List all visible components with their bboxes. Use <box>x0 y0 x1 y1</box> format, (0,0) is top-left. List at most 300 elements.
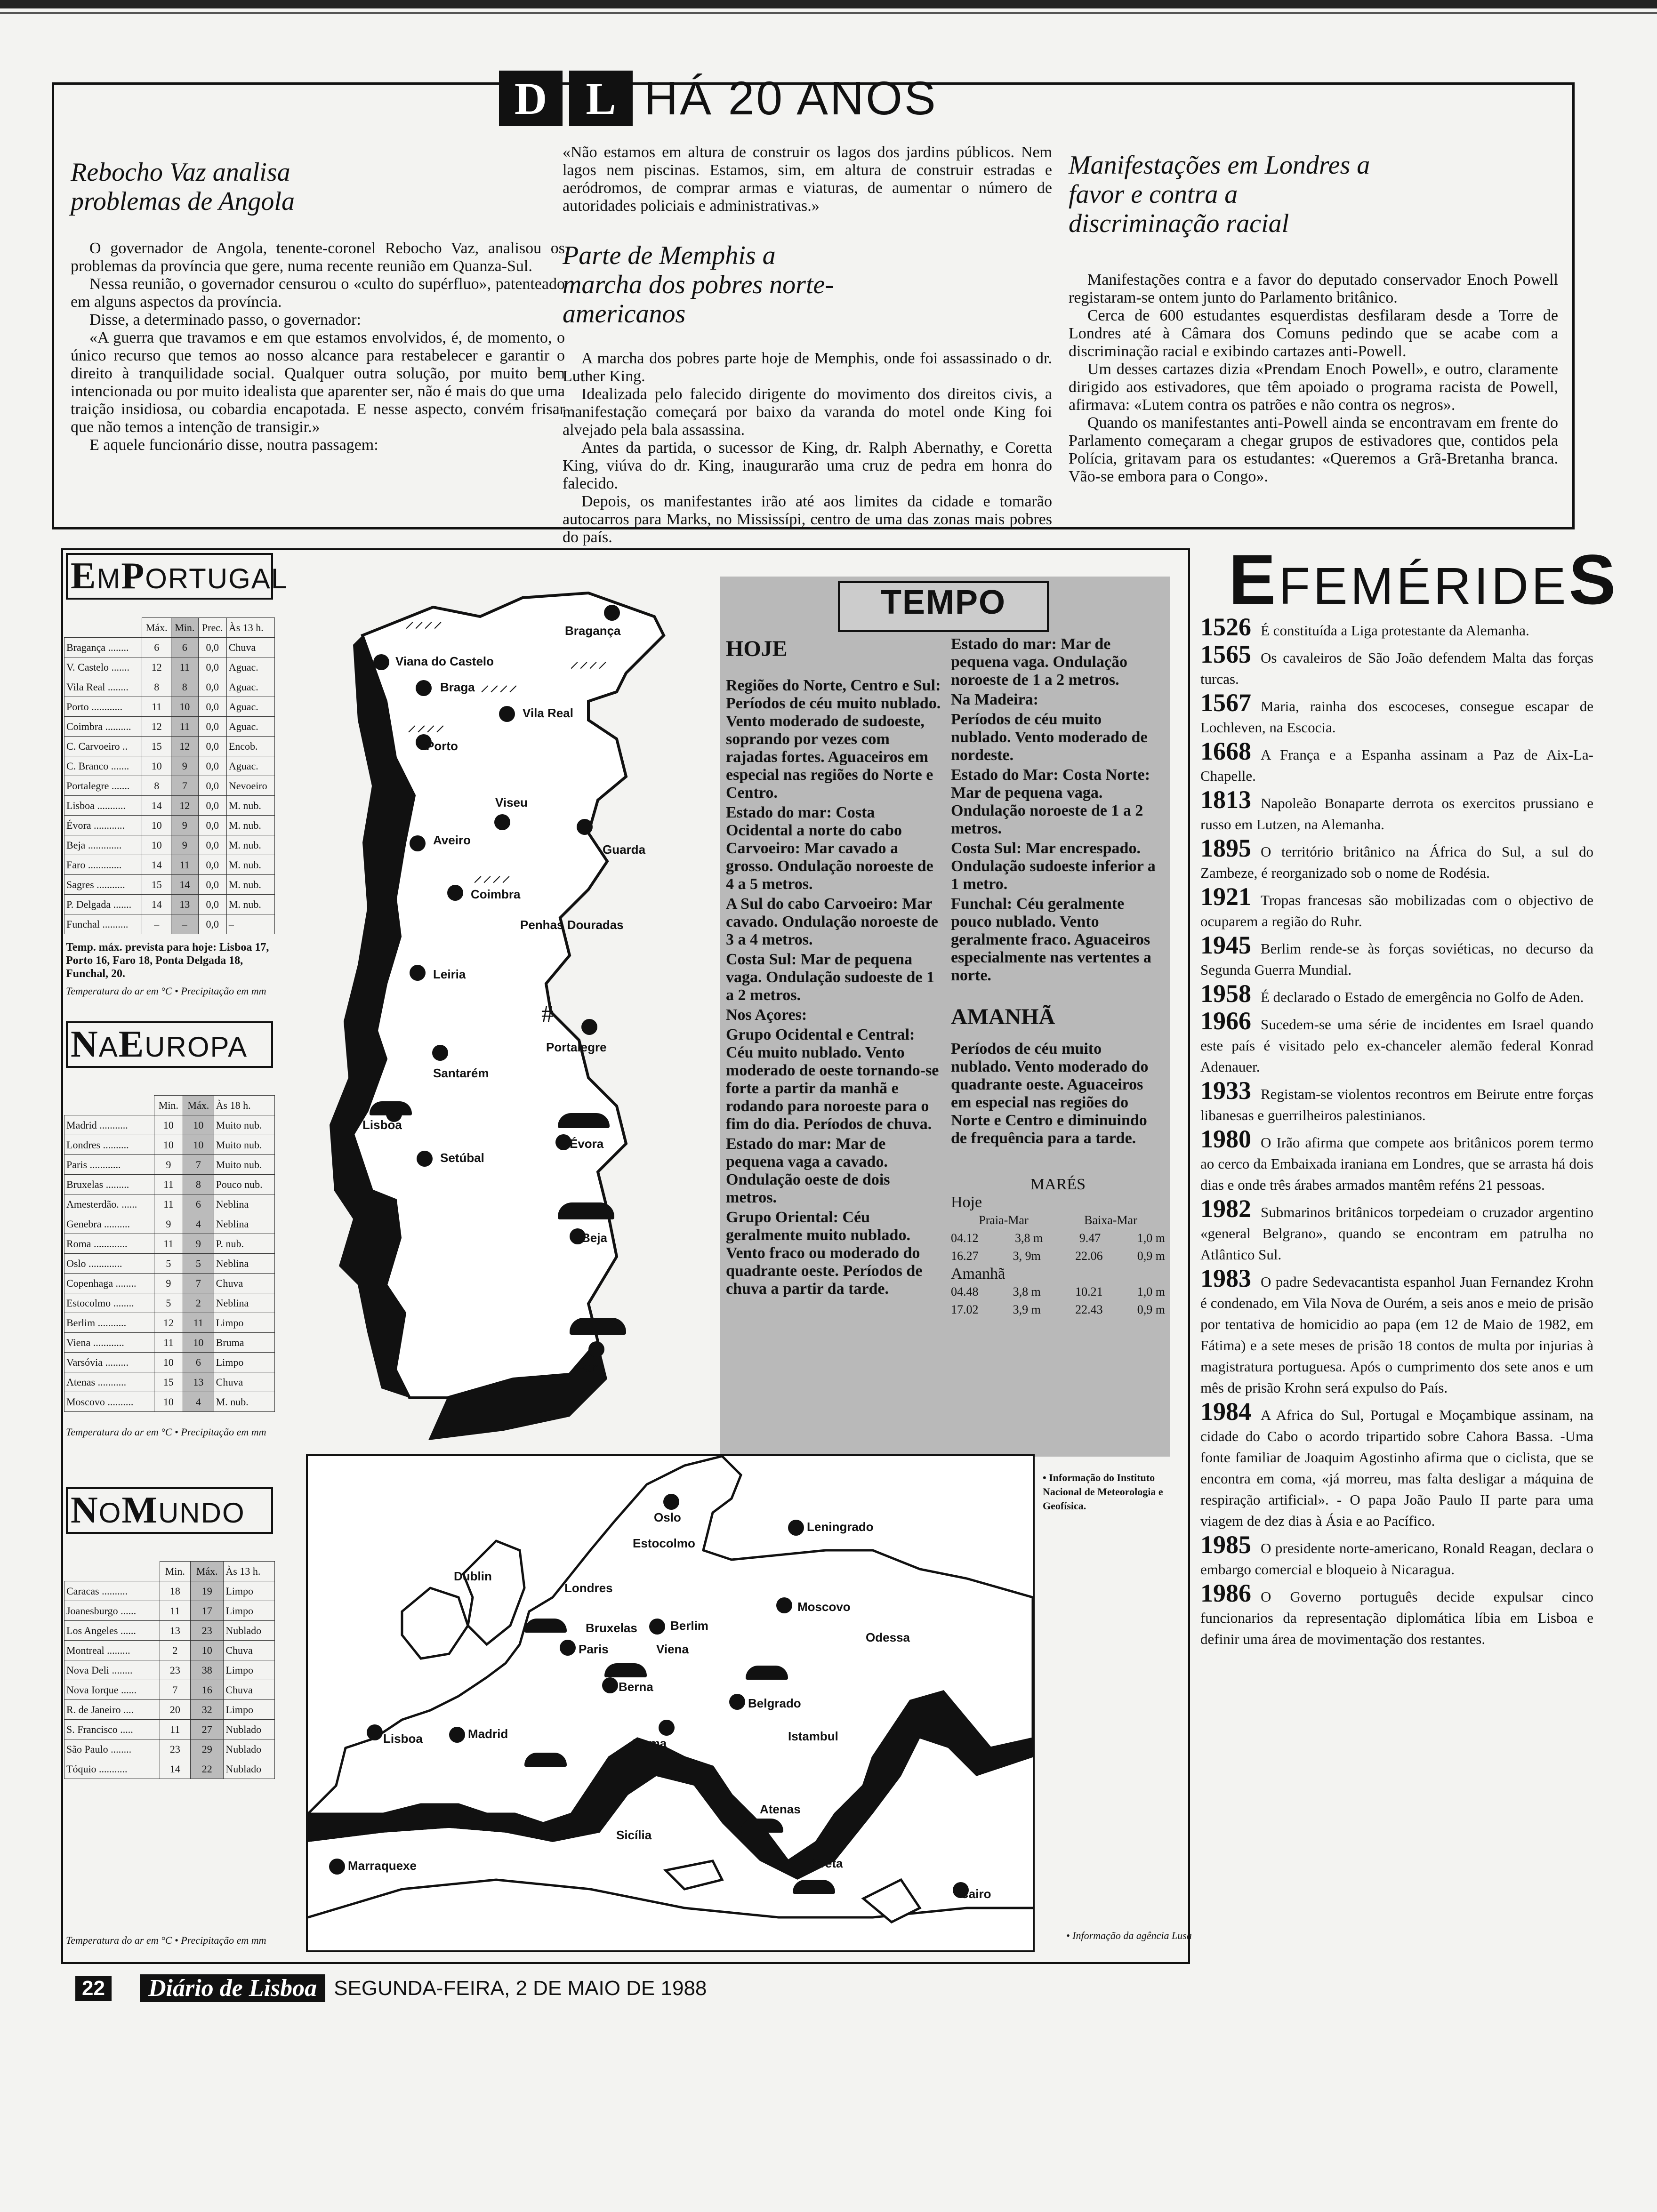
table-cell: 9 <box>154 1214 183 1234</box>
paragraph: Cerca de 600 estudantes esquerdistas desfilaram desde a Torre de Londres até à Câmara dos Comuns pedindo que se acabe com a discriminação racial e exibindo cartazes anti-Powell. <box>1069 307 1558 360</box>
table-cell: 0,0 <box>198 677 226 697</box>
paragraph: A Sul do cabo Carvoeiro: Mar cavado. Ondulação noroeste de 3 a 4 metros. <box>726 895 938 948</box>
table-cell: 0,0 <box>198 737 226 756</box>
table-cell: 9 <box>154 1155 183 1175</box>
efemeride-item <box>1200 785 1593 835</box>
table-cell: 14 <box>142 855 171 875</box>
city-dot <box>581 1019 597 1035</box>
city-label: Odessa <box>866 1630 910 1644</box>
portugal-table <box>64 617 275 934</box>
city-label: Lisboa <box>383 1731 423 1746</box>
cloud-icon <box>524 1619 567 1633</box>
paragraph: Na Madeira: <box>951 691 1039 708</box>
table-cell: 13 <box>171 895 199 914</box>
table-cell: 6 <box>142 638 171 657</box>
city-label: Istambul <box>788 1729 838 1743</box>
table-cell: Nova Iorque ...... <box>64 1680 160 1700</box>
europa-rows <box>64 1115 275 1412</box>
paragraph: Funchal: Céu geralmente pouco nublado. Vento geralmente fraco. Aguaceiros especialmente nas vertentes a norte. <box>951 895 1151 984</box>
table-row <box>64 1372 275 1392</box>
britain-island <box>463 1541 524 1644</box>
paragraph: Períodos de céu muito nublado. Vento moderado de nordeste. <box>951 711 1148 764</box>
table-cell: 11 <box>154 1175 183 1194</box>
city-label: Lisboa <box>362 1118 402 1132</box>
table-cell: 9 <box>154 1274 183 1293</box>
city-label: Santarém <box>433 1066 489 1080</box>
cloud-icon <box>370 1101 412 1115</box>
city-label: Vila Real <box>523 706 573 720</box>
table-cell: 10 <box>154 1353 183 1372</box>
city-label: Roma <box>633 1736 667 1750</box>
table-cell: 9 <box>171 835 199 855</box>
city-label: Madrid <box>468 1727 508 1741</box>
table-row <box>64 737 275 756</box>
table-cell: Moscovo .......... <box>64 1392 154 1412</box>
efemeride-text: O padre Sedevacantista espanhol Juan Fernandez Krohn é condenado, em Vila Nova de Ourém, a seis anos e meio de prisão por tentativa de homicidio ao papa (em 12 de Maio de 1982, em Fátima) e a sete meses de prisão 18 contos de multa por injurias à magistratura portuguesa. Após o cumprimento dos sete anos e um mês de prisão Krohn será expulso do País. <box>1200 1274 1593 1396</box>
city-label: Penhas Douradas <box>520 918 624 932</box>
table-row <box>64 1115 275 1135</box>
city-label: Berlim <box>670 1619 708 1633</box>
efemeride-text: A Africa do Sul, Portugal e Moçambique assinam, na cidade do Cabo o acordo tripartido sobre Cahora Bassa. -Uma fonte familiar de Joaquim Agostinho afirma que o ciclista, que se encontra em coma, «já morreu, mas falta desligar a máquina de respiração artificial». - O papa João Paulo II parte para uma viagem de dez dias à Ásia e ao Pacífico. <box>1200 1407 1593 1529</box>
top-rule <box>0 0 1657 8</box>
table-row <box>64 1581 275 1601</box>
table-cell: 4 <box>183 1214 214 1234</box>
table-cell: Chuva <box>214 1274 274 1293</box>
paragraph: Manifestações contra e a favor do deputado conservador Enoch Powell registaram-se ontem junto do Parlamento britânico. <box>1069 271 1558 306</box>
paragraph: Períodos de céu muito nublado. Vento moderado do quadrante oeste. Aguaceiros em especial nas regiões do Norte e Centro e diminuindo de frequência para a tarde. <box>951 1040 1149 1147</box>
tide-time: 22.06 <box>1075 1249 1103 1263</box>
table-cell: 5 <box>154 1254 183 1274</box>
table-cell: Muito nub. <box>214 1155 274 1175</box>
page-footer <box>75 1974 707 2002</box>
table-cell: Aguac. <box>226 697 274 717</box>
table-cell: Roma ............. <box>64 1234 154 1254</box>
paragraph: Idealizada pelo falecido dirigente do movimento dos direitos civis, a manifestação começará por baixo da varanda do motel onde King foi alvejado pela bala assassina. <box>563 385 1052 439</box>
table-cell: 10 <box>183 1135 214 1155</box>
table-row <box>64 1313 275 1333</box>
efemeride-year: 1921 <box>1200 882 1251 911</box>
table-cell: 5 <box>183 1254 214 1274</box>
header-cell <box>64 1562 160 1581</box>
table-cell: V. Castelo ....... <box>64 657 142 677</box>
table-cell: Oslo ............. <box>64 1254 154 1274</box>
efemeride-text: O território britânico na África do Sul, a sul do Zambeze, é reorganizado sob o nome de Rodésia. <box>1200 843 1593 881</box>
na-europa-title <box>66 1021 273 1068</box>
title-letter: E <box>118 1024 145 1065</box>
table-header <box>64 1562 275 1581</box>
paragraph: Um desses cartazes dizia «Prendam Enoch Powell», e outro, claramente dirigido aos estivadores, que têm apoiado o programa racista de Powell, afirmava: «Lutem contra os patrões e não contra os negros». <box>1069 361 1558 414</box>
table-cell: 12 <box>142 657 171 677</box>
table-header <box>64 618 275 638</box>
efemeride-text: Submarinos britânicos torpedeiam o cruzador argentino «general Belgrano», quando se encontram em patrulha no Atlântico Sul. <box>1200 1204 1593 1263</box>
header-cell <box>64 1096 154 1115</box>
units-note: Temperatura do ar em °C • Precipitação em mm <box>66 1934 266 1946</box>
table-cell: 23 <box>160 1739 191 1759</box>
table-row <box>64 1641 275 1660</box>
table-cell: 0,0 <box>198 855 226 875</box>
table-row <box>64 1353 275 1372</box>
city-dot <box>449 1727 465 1743</box>
efemeride-text: Registam-se violentos recontros em Beirute entre forças libanesas e guerrilheiros palestinianos. <box>1200 1086 1593 1123</box>
table-cell: 9 <box>171 756 199 776</box>
rain-icon: ⸝⸝⸝⸝ <box>570 650 607 672</box>
europe-map-shape <box>308 1456 1033 1950</box>
table-cell: – <box>142 914 171 934</box>
table-cell: 6 <box>183 1353 214 1372</box>
fog-icon: # <box>541 1001 554 1027</box>
table-cell: 38 <box>191 1660 224 1680</box>
title-text: ORTUGAL <box>145 563 288 594</box>
table-cell: 9 <box>183 1234 214 1254</box>
city-label: Viena <box>656 1642 689 1656</box>
table-cell: Aguac. <box>226 677 274 697</box>
table-row <box>64 1214 275 1234</box>
table-cell: 0,0 <box>198 756 226 776</box>
cloud-icon <box>746 1666 788 1680</box>
efemeride-item <box>1200 1007 1593 1077</box>
article-headline: Rebocho Vaz analisa problemas de Angola <box>71 158 295 216</box>
tide-height: 3, 9m <box>1013 1249 1041 1263</box>
table-cell: R. de Janeiro .... <box>64 1700 160 1720</box>
table-cell: 12 <box>142 717 171 737</box>
mares-row <box>951 1301 1165 1319</box>
baixa-mar-label: Baixa-Mar <box>1084 1213 1137 1227</box>
table-cell: Nublado <box>224 1759 275 1779</box>
table-cell: 10 <box>191 1641 224 1660</box>
cloud-icon <box>558 1113 610 1128</box>
title-text: FEMÉRIDE <box>1279 557 1569 615</box>
table-cell: 15 <box>142 875 171 895</box>
efemeride-text: É declarado o Estado de emergência no Golfo de Aden. <box>1261 989 1584 1005</box>
efemeride-text: Os cavaleiros de São João defendem Malta das forças turcas. <box>1200 649 1593 687</box>
city-dot <box>410 835 426 851</box>
table-cell: Aguac. <box>226 756 274 776</box>
article-body <box>71 240 565 454</box>
table-cell: Copenhaga ........ <box>64 1274 154 1293</box>
table-cell: – <box>171 914 199 934</box>
title-text: UROPA <box>145 1031 248 1063</box>
paragraph: A marcha dos pobres parte hoje de Memphis, onde foi assassinado o dr. Luther King. <box>563 350 1052 385</box>
table-cell: 10 <box>154 1115 183 1135</box>
rain-icon: ⸝⸝⸝⸝ <box>473 865 511 886</box>
city-label: Bragança <box>565 624 621 638</box>
header-cell: Máx. <box>191 1562 224 1581</box>
table-row <box>64 1720 275 1739</box>
city-dot <box>410 965 426 981</box>
table-cell: Viena ............ <box>64 1333 154 1353</box>
table-row <box>64 1759 275 1779</box>
city-label: Leningrado <box>807 1520 874 1534</box>
table-cell: Bragança ........ <box>64 638 142 657</box>
cloud-icon <box>524 1753 567 1767</box>
table-cell: 18 <box>160 1581 191 1601</box>
efemerides-list <box>1200 613 1593 1652</box>
city-dot <box>663 1494 679 1510</box>
table-row <box>64 1254 275 1274</box>
efemeride-year: 1983 <box>1200 1264 1251 1292</box>
rain-icon: ⸝⸝⸝⸝ <box>407 714 445 735</box>
efemeride-text: O Irão afirma que compete aos britânicos porem termo ao cerco da Embaixada iraniana em Londres, que se arrasta há dois dias e onde três árabes armados mantêm reféns 21 pessoas. <box>1200 1134 1593 1193</box>
table-cell: Beja ............. <box>64 835 142 855</box>
table-cell: Estocolmo ........ <box>64 1293 154 1313</box>
table-cell: Montreal ......... <box>64 1641 160 1660</box>
title-text: UNDO <box>158 1497 245 1529</box>
table-cell: 0,0 <box>198 638 226 657</box>
table-cell: Paris ............ <box>64 1155 154 1175</box>
tempo-hoje-column <box>726 636 942 1300</box>
efemeride-item <box>1200 1579 1593 1650</box>
efemeride-item <box>1200 1076 1593 1126</box>
amanha-label: AMANHÃ <box>951 1004 1055 1029</box>
tide-height: 3,9 m <box>1013 1303 1041 1316</box>
efemeride-text: A França e a Espanha assinam a Paz de Aix-La-Chapelle. <box>1200 746 1593 784</box>
table-cell: M. nub. <box>226 816 274 835</box>
table-row <box>64 1135 275 1155</box>
table-cell: 6 <box>171 638 199 657</box>
table-cell: 7 <box>183 1274 214 1293</box>
table-cell: Bruxelas ......... <box>64 1175 154 1194</box>
table-row <box>64 1274 275 1293</box>
city-label: Sicília <box>616 1828 652 1842</box>
paragraph: Regiões do Norte, Centro e Sul: Períodos de céu muito nublado. Vento moderado de sudoeste, soprando por vezes com rajadas fortes. Aguaceiros em especial nas regiões do Norte e Centro. <box>726 677 941 801</box>
table-cell: M. nub. <box>226 796 274 816</box>
table-cell: 11 <box>154 1333 183 1353</box>
city-dot <box>499 706 515 722</box>
efemeride-year: 1567 <box>1200 689 1251 717</box>
table-cell: Faro ............. <box>64 855 142 875</box>
table-cell: 10 <box>154 1392 183 1412</box>
page-number: 22 <box>75 1976 112 2001</box>
europe-map-source: • Informação da agência Lusa <box>1066 1930 1192 1941</box>
efemeride-year: 1565 <box>1200 640 1251 668</box>
table-cell: 23 <box>191 1621 224 1641</box>
mares-amanha-label: Amanhã <box>951 1265 1005 1282</box>
rain-icon: ⸝⸝⸝⸝ <box>480 674 518 695</box>
table-cell: 10 <box>183 1115 214 1135</box>
table-cell: 9 <box>171 816 199 835</box>
table-row <box>64 855 275 875</box>
table-cell: Chuva <box>224 1641 275 1660</box>
city-dot <box>329 1859 345 1875</box>
efemeride-item <box>1200 834 1593 883</box>
table-cell: 8 <box>171 677 199 697</box>
table-cell: 4 <box>183 1392 214 1412</box>
table-row <box>64 1392 275 1412</box>
hoje-label: HOJE <box>726 636 788 661</box>
table-row <box>64 1194 275 1214</box>
city-dot <box>588 1341 604 1357</box>
paragraph: «A guerra que travamos e em que estamos envolvidos, é, de momento, o único recurso que temos ao nosso alcance para restabelecer e garantir o direito à tranquilidade social. Qualquer outra solução, por muito bem intencionada ou por muito idealista que aparenter ser, não é mais do que uma traição insidiosa, ou cobardia encapotada. E nesse aspecto, convém frisar que não temos a intenção de transigir.» <box>71 329 565 436</box>
table-cell: Varsóvia ......... <box>64 1353 154 1372</box>
city-dot <box>560 1640 576 1656</box>
city-label: Belgrado <box>748 1696 801 1710</box>
city-label: Oslo <box>654 1510 681 1524</box>
table-cell: 0,0 <box>198 895 226 914</box>
table-cell: P. nub. <box>214 1234 274 1254</box>
table-row <box>64 1293 275 1313</box>
table-row <box>64 697 275 717</box>
paragraph: Quando os manifestantes anti-Powell ainda se encontravam em frente do Parlamento começaram a chegar grupos de estivadores que, contidos pela Polícia, gritavam para os estudantes: «Queremos a Grã-Bretanha branca. Vão-se embora para o Congo». <box>1069 414 1558 485</box>
table-cell: Nova Deli ........ <box>64 1660 160 1680</box>
efemeride-year: 1526 <box>1200 613 1251 641</box>
table-cell: Limpo <box>224 1700 275 1720</box>
city-dot <box>432 1045 448 1061</box>
header-cell: Às 18 h. <box>214 1096 274 1115</box>
article-memphis <box>563 144 1052 546</box>
table-cell: 27 <box>191 1720 224 1739</box>
title-letter: P <box>121 555 145 597</box>
table-cell: 11 <box>160 1601 191 1621</box>
table-cell: 12 <box>171 737 199 756</box>
tide-time: 16.27 <box>951 1249 979 1263</box>
tempo-madeira-column <box>951 635 1165 1319</box>
table-row <box>64 895 275 914</box>
table-cell: Coimbra .......... <box>64 717 142 737</box>
table-cell: M. nub. <box>226 835 274 855</box>
efemeride-year: 1982 <box>1200 1194 1251 1223</box>
city-label: Beja <box>581 1231 607 1245</box>
table-row <box>64 816 275 835</box>
city-dot <box>373 654 389 670</box>
table-cell: 10 <box>142 835 171 855</box>
efemeride-year: 1933 <box>1200 1076 1251 1105</box>
table-cell: 14 <box>142 796 171 816</box>
table-cell: 2 <box>183 1293 214 1313</box>
efemeride-item <box>1200 613 1593 641</box>
table-row <box>64 717 275 737</box>
city-dot <box>776 1597 792 1613</box>
no-mundo-panel <box>66 1487 273 1947</box>
efemeride-item <box>1200 1397 1593 1531</box>
ha-20-anos-header <box>499 71 938 126</box>
table-cell: 14 <box>171 875 199 895</box>
table-cell: Sagres ........... <box>64 875 142 895</box>
paragraph: Costa Sul: Mar encrespado. Ondulação sudoeste inferior a 1 metro. <box>951 840 1156 893</box>
cloud-icon <box>558 1202 614 1219</box>
efemeride-item <box>1200 1194 1593 1265</box>
tide-height: 3,8 m <box>1015 1231 1043 1245</box>
ireland-island <box>402 1588 468 1659</box>
article-body <box>563 350 1052 546</box>
table-cell: 10 <box>154 1135 183 1155</box>
table-cell: 11 <box>154 1194 183 1214</box>
tempo-box <box>720 577 1170 1457</box>
cloud-icon <box>604 1663 647 1677</box>
table-row <box>64 914 275 934</box>
no-mundo-title <box>66 1487 273 1534</box>
city-label: Marraquexe <box>348 1859 417 1873</box>
table-row <box>64 756 275 776</box>
city-dot <box>447 885 463 901</box>
title-text: O <box>98 1497 122 1529</box>
city-label: Braga <box>440 680 475 694</box>
table-cell: Aguac. <box>226 657 274 677</box>
table-cell: M. nub. <box>226 875 274 895</box>
newspaper-name: Diário de Lisboa <box>140 1974 325 2002</box>
table-cell: 14 <box>160 1759 191 1779</box>
cloud-icon <box>793 1880 835 1894</box>
table-cell: Portalegre ....... <box>64 776 142 796</box>
table-cell: 0,0 <box>198 717 226 737</box>
table-cell: Aguac. <box>226 717 274 737</box>
city-dot <box>417 1151 433 1167</box>
header-cell: Máx. <box>183 1096 214 1115</box>
efemerides-title <box>1229 539 1619 620</box>
dl-logo-l: L <box>569 71 633 126</box>
table-row <box>64 677 275 697</box>
table-cell: Madrid ........... <box>64 1115 154 1135</box>
table-cell: 14 <box>142 895 171 914</box>
paragraph: Disse, a determinado passo, o governador: <box>89 311 361 329</box>
table-cell: Limpo <box>224 1601 275 1621</box>
title-letter: N <box>71 1024 99 1065</box>
table-cell: Muito nub. <box>214 1115 274 1135</box>
table-cell: 0,0 <box>198 796 226 816</box>
table-cell: 10 <box>142 816 171 835</box>
article-angola <box>71 158 565 454</box>
paragraph: Nessa reunião, o governador censurou o «culto do supérfluo», patenteado em alguns aspectos da província. <box>71 275 565 311</box>
city-label: Leiria <box>433 967 466 981</box>
table-row <box>64 875 275 895</box>
efemeride-text: O presidente norte-americano, Ronald Reagan, declara o embargo comercial e bloqueio à Nicaragua. <box>1200 1540 1593 1578</box>
table-cell: Los Angeles ...... <box>64 1621 160 1641</box>
efemeride-text: Sucedem-se uma série de incidentes em Israel quando este país é visitado pelo ex-chanceler alemão federal Konrad Adenauer. <box>1200 1016 1593 1075</box>
header-cell: Às 13 h. <box>224 1562 275 1581</box>
city-dot <box>416 680 432 696</box>
table-cell: 7 <box>171 776 199 796</box>
em-portugal-title <box>66 553 288 600</box>
table-cell: Funchal .......... <box>64 914 142 934</box>
efemeride-item <box>1200 737 1593 786</box>
table-cell: Chuva <box>214 1372 274 1392</box>
article-londres <box>1069 151 1558 486</box>
table-cell: 12 <box>154 1313 183 1333</box>
tempo-source: • Informação do Instituto Nacional de Meteorologia e Geofísica. <box>1043 1472 1163 1512</box>
table-cell: 12 <box>171 796 199 816</box>
mares-row <box>951 1283 1165 1301</box>
city-label: Porto <box>426 739 458 753</box>
efemeride-item <box>1200 882 1593 932</box>
table-cell: Encob. <box>226 737 274 756</box>
paragraph: Antes da partida, o sucessor de King, dr. Ralph Abernathy, e Coretta King, viúva do dr. King, inaugurarão uma cruz de pedra em honra do falecido. <box>563 439 1052 492</box>
tempo-title-box <box>838 581 1049 632</box>
article-headline: Parte de Memphis a marcha dos pobres norte-americanos <box>563 241 834 329</box>
paragraph: «Não estamos em altura de construir os lagos dos jardins públicos. Nem lagos nem piscinas. Estamos, sim, em altura de construir estradas e aeródromos, de comprar armas e viaturas, de aumentar o número de autoridades policiais e administrativas.» <box>563 144 1052 215</box>
city-label: Viseu <box>495 795 528 809</box>
table-row <box>64 1739 275 1759</box>
tide-height: 0,9 m <box>1137 1249 1165 1263</box>
table-cell: Nevoeiro <box>226 776 274 796</box>
table-cell: 0,0 <box>198 835 226 855</box>
title-text: A <box>98 1031 119 1063</box>
table-row <box>64 1680 275 1700</box>
efemeride-year: 1668 <box>1200 737 1251 765</box>
title-letter: M <box>121 1490 158 1531</box>
tide-height: 1,0 m <box>1137 1285 1165 1298</box>
table-cell: Genebra .......... <box>64 1214 154 1234</box>
city-label: Bruxelas <box>586 1621 637 1635</box>
table-cell: 0,0 <box>198 816 226 835</box>
table-cell: Nublado <box>224 1621 275 1641</box>
tide-time: 9.47 <box>1079 1231 1101 1245</box>
mundo-rows <box>64 1581 275 1779</box>
efemeride-year: 1984 <box>1200 1397 1251 1426</box>
table-cell: 8 <box>142 677 171 697</box>
efemeride-text: Tropas francesas são mobilizadas com o objectivo de ocuparem a região do Ruhr. <box>1200 892 1593 930</box>
table-row <box>64 638 275 657</box>
tide-time: 04.48 <box>951 1285 979 1298</box>
units-note: Temperatura do ar em °C • Precipitação em mm <box>66 985 266 997</box>
